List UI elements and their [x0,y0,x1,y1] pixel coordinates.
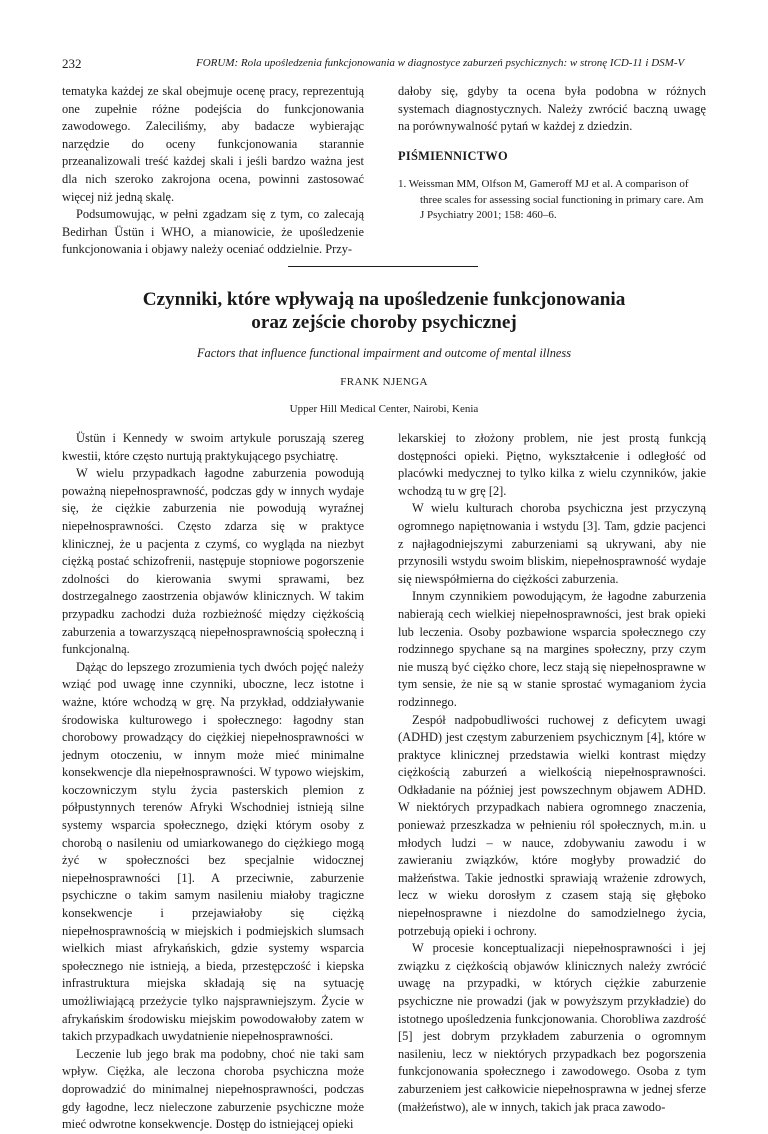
paragraph: Üstün i Kennedy w swoim artykule poruszają szereg kwestii, które często nurtują praktykującego psychiatrę. [62,431,364,463]
paragraph: W procesie konceptualizacji niepełnosprawności i jej związku z ciężkością objawów klinicznych należy zwrócić uwagę na przypadki, w których ciężkie zaburzenie psychiczne nie prowadzi (jak w powyższym przykładzie) do istotnego upośledzenia funkcjonowania. Chorobliwa zazdrość [5] jest dobrym przykładem zaburzenia o ogromnym nasileniu, lecz w niektórych przypadkach bez pogorszenia funkcjonowania społecznego i zawodowego. Osoba z tym zaburzeniem jest całkowicie niepełnosprawna w jednej sferze (małżeństwo), ale w innych, takich jak praca zawodo- [398,941,706,1114]
page-number: 232 [62,56,82,71]
article-subtitle: Factors that influence functional impairment and outcome of mental illness [196,346,572,360]
article-title [60,288,708,334]
paragraph: tematyka każdej ze skal obejmuje ocenę pracy, reprezentują one zupełnie różne podejścia do funkcjonowania zawodowego. Zaleciliśmy, aby badacze wybierając narzędzie do oceny funkcjonowania starannie przeanalizowali treść każdej skali i jeśli bardzo ważna jest dla nich szeroko zakrojona ocena, powinni zastosować więcej niż jedną skalę. [62,84,364,204]
paragraph: W wielu kulturach choroba psychiczna jest przyczyną ogromnego napiętnowania i wstydu [3]. Tam, gdzie pacjenci z najłagodniejszymi zaburzeniami są ukrywani, aby nie przynosili wstydu swoim bliskim, niepełnosprawność wydaje się niewspółmierna do ciężkości zaburzenia. [398,501,706,586]
paragraph: Innym czynnikiem powodującym, że łagodne zaburzenia nabierają cech wielkiej niepełnosprawności, jest brak opieki lub leczenia. Osoby pozbawione wsparcia społecznego czy rodzinnego spychane są na margines społeczny, przy czym nie muszą być ciężko chore, lecz stają się niepełnosprawne w tym sensie, że nie są w stanie sprostać wymaganiom życia rodzinnego. [398,589,706,709]
paragraph: Zespół nadpobudliwości ruchowej z deficytem uwagi (ADHD) jest częstym zaburzeniem psychicznym [4], które w praktyce klinicznej przedstawia wielki kontrast między ciężkością zaburzeń a wielkością niepełnosprawności. Odkładanie na później jest powszechnym objawem ADHD. W niektórych przypadkach nabiera ogromnego znaczenia, ponieważ przeszkadza w pełnieniu ról społecznych, m.in. u młodych ludzi – w nauce, zdobywaniu zawodu i w zawieraniu związków, które mogłyby prowadzić do małżeństwa. Takie jednostki sprawiają wrażenie zdrowych, lecz w wieku dorosłym z czasem stają się głęboko niepełnosprawne i niezdolne do samodzielnego życia, potrzebują opieki i ochrony. [398,712,706,938]
paragraph: Podsumowując, w pełni zgadzam się z tym, co zalecają Bedirhan Üstün i WHO, a mianowicie, że upośledzenie funkcjonowania i objawy należy oceniać oddzielnie. Przy- [62,207,364,257]
previous-article-left-column [62,83,364,259]
article-affiliation: Upper Hill Medical Center, Nairobi, Kenia [289,403,479,415]
article-title-line-2: oraz zejście choroby psychicznej [251,312,517,333]
article-title-line-1: Czynniki, które wpływają na upośledzenie funkcjonowania [142,289,626,310]
article-right-column [398,430,706,1116]
previous-article-right-column [398,83,706,224]
article-left-column [62,430,364,1134]
paragraph: W wielu przypadkach łagodne zaburzenia powodują poważną niepełnosprawność, podczas gdy w innych wydaje się, że ciężkie zaburzenia nie powodują wyraźnej niepełnosprawności. Często zdarza się w praktyce klinicznej, że u pacjenta z czymś, co wygląda na niezbyt ciężką postać schizofrenii, następuje stopniowe pogorszenie zdolności do kierowania swymi sprawami, bez dostrzegalnego zaostrzenia objawów klinicznych. W takim przypadku zachodzi duża rozbieżność między ciężkością zaburzenia a towarzyszącą niepełnosprawnością społeczną i funkcjonalną. [62,466,364,657]
paragraph: dałoby się, gdyby ta ocena była podobna w różnych systemach diagnostycznych. Należy zwrócić baczną uwagę na porównywalność pytań w każdej z dziedzin. [398,84,706,134]
paragraph: Dążąc do lepszego zrozumienia tych dwóch pojęć należy wziąć pod uwagę inne czynniki, uboczne, lecz istotne i ważne, które wchodzą w grę. Na przykład, oddziaływanie środowiska kulturowego i społecznego: łagodny stan chorobowy prowadzący do ciężkiej niepełnosprawności w jednym otoczeniu, w innym może mieć minimalne konsekwencje dla niepełnosprawności. W typowo wiejskim, koczowniczym stylu życia pasterskich plemion z półpustynnych terenów Afryki Wschodniej istnieją silne systemy wsparcia społecznego, dzięki którym osoby z chorobą o nasileniu od umiarkowanego do ciężkiego mogą żyć w społeczności bez specjalnie widocznej niepełnosprawności [1]. A przeciwnie, zaburzenie psychiczne o takim samym nasileniu miałoby tragiczne konsekwencje i przejawiałoby się ciężką niepełnosprawnością w miejskich i podmiejskich slumsach wielkich miast afrykańskich, gdzie systemy wsparcia społecznego nie istnieją, a bieda, przestępczość i kiepska infrastruktura miejska składają się na sytuację umożliwiającą przeżycie tylko najsprawniejszym. Życie w afrykańskim środowisku miejskim powodowałoby zatem w takich przypadkach uwydatnienie niepełnosprawności. [62,659,364,1044]
running-title: FORUM: Rola upośledzenia funkcjonowania w diagnostyce zaburzeń psychicznych: w stronę ICD-11 i DSM-V [196,57,685,69]
paragraph: Leczenie lub jego brak ma podobny, choć nie taki sam wpływ. Ciężka, ale leczona choroba psychiczna może doprowadzić do minimalnej niepełnosprawności, podczas gdy łagodne, lecz nieleczone zaburzenie psychiczne może mieć odwrotne konsekwencje. Dostęp do istniejącej opieki [62,1046,364,1132]
references-heading: PIŚMIENNICTWO [398,148,508,163]
article-author: FRANK NJENGA [340,376,428,388]
paragraph: lekarskiej to złożony problem, nie jest prostą funkcją dostępności opieki. Piętno, wykształcenie i odległość od placówki medycznej to tylko kilka z wielu czynników, jakie wchodzą tu w grę [2]. [398,431,706,498]
section-divider [288,266,478,267]
reference-item: 1. Weissman MM, Olfson M, Gameroff MJ et al. A comparison of three scales for assessing social functioning in primary care. Am J Psychiatry 2001; 158: 460–6. [398,178,704,222]
